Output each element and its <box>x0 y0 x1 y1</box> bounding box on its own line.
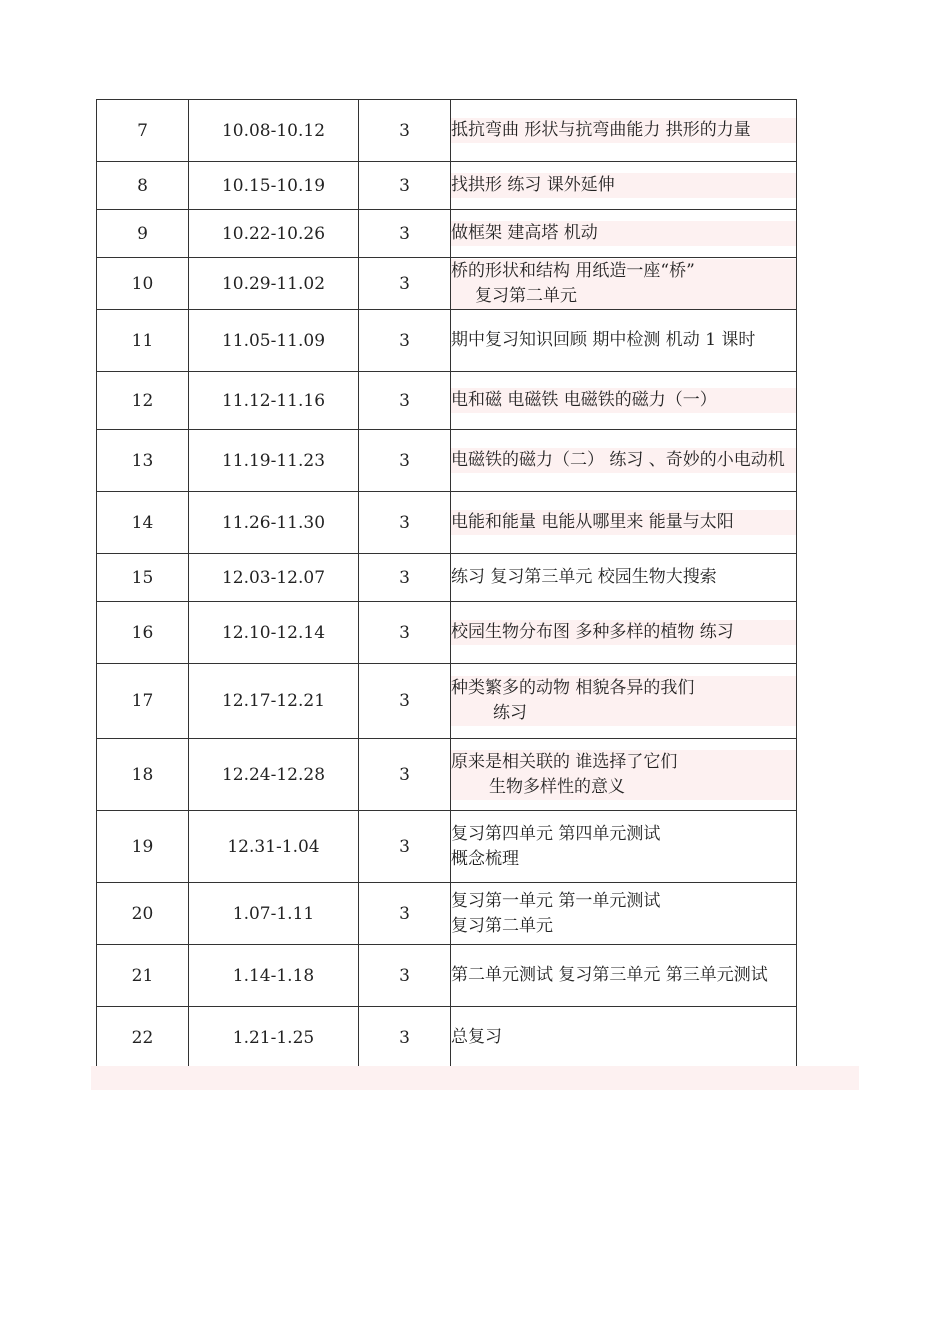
hours-cell: 3 <box>359 258 451 310</box>
content-wrapper <box>451 173 796 198</box>
date-range-cell: 11.19-11.23 <box>189 430 359 492</box>
content-cell <box>451 602 797 664</box>
hours-cell: 3 <box>359 430 451 492</box>
week-cell: 18 <box>97 739 189 811</box>
week-cell: 7 <box>97 100 189 162</box>
content-wrapper <box>451 750 796 800</box>
content-line: 概念梳理 <box>451 848 519 869</box>
table-row <box>97 162 797 210</box>
week-cell: 11 <box>97 310 189 372</box>
content-line: 复习第二单元 <box>475 285 577 306</box>
date-range-cell: 12.31-1.04 <box>189 811 359 883</box>
content-line: 电和磁 电磁铁 电磁铁的磁力（一） <box>451 390 717 410</box>
week-cell: 8 <box>97 162 189 210</box>
content-wrapper <box>451 118 796 143</box>
week-cell: 9 <box>97 210 189 258</box>
table-row <box>97 210 797 258</box>
date-range-cell: 10.15-10.19 <box>189 162 359 210</box>
content-cell <box>451 945 797 1007</box>
content-cell <box>451 664 797 739</box>
date-range-cell: 1.21-1.25 <box>189 1007 359 1069</box>
content-line: 找拱形 练习 课外延伸 <box>451 175 615 195</box>
content-line: 抵抗弯曲 形状与抗弯曲能力 拱形的力量 <box>451 120 751 140</box>
content-cell <box>451 1007 797 1069</box>
table-row <box>97 258 797 310</box>
schedule-body <box>97 100 797 1069</box>
table-row <box>97 883 797 945</box>
content-line: 练习 <box>493 703 527 723</box>
content-cell <box>451 372 797 430</box>
week-cell: 21 <box>97 945 189 1007</box>
content-line: 总复习 <box>451 1027 502 1047</box>
content-cell <box>451 430 797 492</box>
week-cell: 14 <box>97 492 189 554</box>
content-line: 第二单元测试 复习第三单元 第三单元测试 <box>451 965 768 985</box>
content-wrapper <box>451 963 796 988</box>
hours-cell: 3 <box>359 554 451 602</box>
hours-cell: 3 <box>359 602 451 664</box>
week-cell: 12 <box>97 372 189 430</box>
date-range-cell: 12.17-12.21 <box>189 664 359 739</box>
content-line: 复习第四单元 第四单元测试 <box>451 823 661 844</box>
content-line: 校园生物分布图 多种多样的植物 练习 <box>451 622 734 642</box>
content-cell <box>451 554 797 602</box>
date-range-cell: 12.03-12.07 <box>189 554 359 602</box>
content-line: 复习第二单元 <box>451 915 553 936</box>
table-row <box>97 554 797 602</box>
hours-cell: 3 <box>359 945 451 1007</box>
table-row <box>97 492 797 554</box>
week-cell: 13 <box>97 430 189 492</box>
table-row <box>97 945 797 1007</box>
table-row <box>97 430 797 492</box>
content-line: 种类繁多的动物 相貌各异的我们 <box>451 678 695 698</box>
content-line: 电能和能量 电能从哪里来 能量与太阳 <box>451 512 734 532</box>
content-wrapper <box>451 676 796 726</box>
content-cell <box>451 162 797 210</box>
hours-cell: 3 <box>359 811 451 883</box>
content-wrapper <box>451 510 796 535</box>
content-wrapper <box>451 388 796 413</box>
table-row <box>97 310 797 372</box>
content-wrapper <box>451 822 796 872</box>
table-row <box>97 602 797 664</box>
date-range-cell: 12.24-12.28 <box>189 739 359 811</box>
content-cell <box>451 883 797 945</box>
content-line: 期中复习知识回顾 期中检测 机动 1 课时 <box>451 330 756 350</box>
content-wrapper <box>451 259 796 309</box>
content-cell <box>451 492 797 554</box>
hours-cell: 3 <box>359 210 451 258</box>
table-row <box>97 1007 797 1069</box>
date-range-cell: 11.05-11.09 <box>189 310 359 372</box>
content-wrapper <box>451 565 796 590</box>
hours-cell: 3 <box>359 492 451 554</box>
hours-cell: 3 <box>359 100 451 162</box>
hours-cell: 3 <box>359 739 451 811</box>
content-line: 复习第一单元 第一单元测试 <box>451 890 661 911</box>
content-wrapper <box>451 328 796 353</box>
content-cell <box>451 100 797 162</box>
schedule-table <box>96 99 797 1069</box>
date-range-cell: 10.08-10.12 <box>189 100 359 162</box>
content-line: 电磁铁的磁力（二） 练习 、奇妙的小电动机 <box>451 450 785 470</box>
table-row <box>97 372 797 430</box>
content-wrapper <box>451 448 796 473</box>
hours-cell: 3 <box>359 310 451 372</box>
content-line: 原来是相关联的 谁选择了它们 <box>451 751 678 772</box>
week-cell: 22 <box>97 1007 189 1069</box>
content-cell <box>451 310 797 372</box>
date-range-cell: 10.22-10.26 <box>189 210 359 258</box>
date-range-cell: 11.12-11.16 <box>189 372 359 430</box>
date-range-cell: 1.14-1.18 <box>189 945 359 1007</box>
table-row <box>97 664 797 739</box>
week-cell: 15 <box>97 554 189 602</box>
content-wrapper <box>451 1025 796 1050</box>
table-row <box>97 100 797 162</box>
content-line: 生物多样性的意义 <box>489 776 625 797</box>
hours-cell: 3 <box>359 372 451 430</box>
week-cell: 17 <box>97 664 189 739</box>
content-cell <box>451 811 797 883</box>
content-wrapper <box>451 221 796 246</box>
content-cell <box>451 210 797 258</box>
content-wrapper <box>451 620 796 645</box>
content-line: 桥的形状和结构 用纸造一座“桥” <box>451 260 695 281</box>
date-range-cell: 1.07-1.11 <box>189 883 359 945</box>
week-cell: 16 <box>97 602 189 664</box>
table-row <box>97 739 797 811</box>
hours-cell: 3 <box>359 1007 451 1069</box>
content-wrapper <box>451 889 796 939</box>
week-cell: 20 <box>97 883 189 945</box>
content-cell <box>451 258 797 310</box>
hours-cell: 3 <box>359 664 451 739</box>
date-range-cell: 12.10-12.14 <box>189 602 359 664</box>
hours-cell: 3 <box>359 162 451 210</box>
week-cell: 19 <box>97 811 189 883</box>
date-range-cell: 11.26-11.30 <box>189 492 359 554</box>
content-line: 做框架 建高塔 机动 <box>451 223 598 243</box>
date-range-cell: 10.29-11.02 <box>189 258 359 310</box>
content-line: 练习 复习第三单元 校园生物大搜索 <box>451 567 717 587</box>
hours-cell: 3 <box>359 883 451 945</box>
highlight-band <box>91 1066 859 1090</box>
week-cell: 10 <box>97 258 189 310</box>
table-row <box>97 811 797 883</box>
content-cell <box>451 739 797 811</box>
